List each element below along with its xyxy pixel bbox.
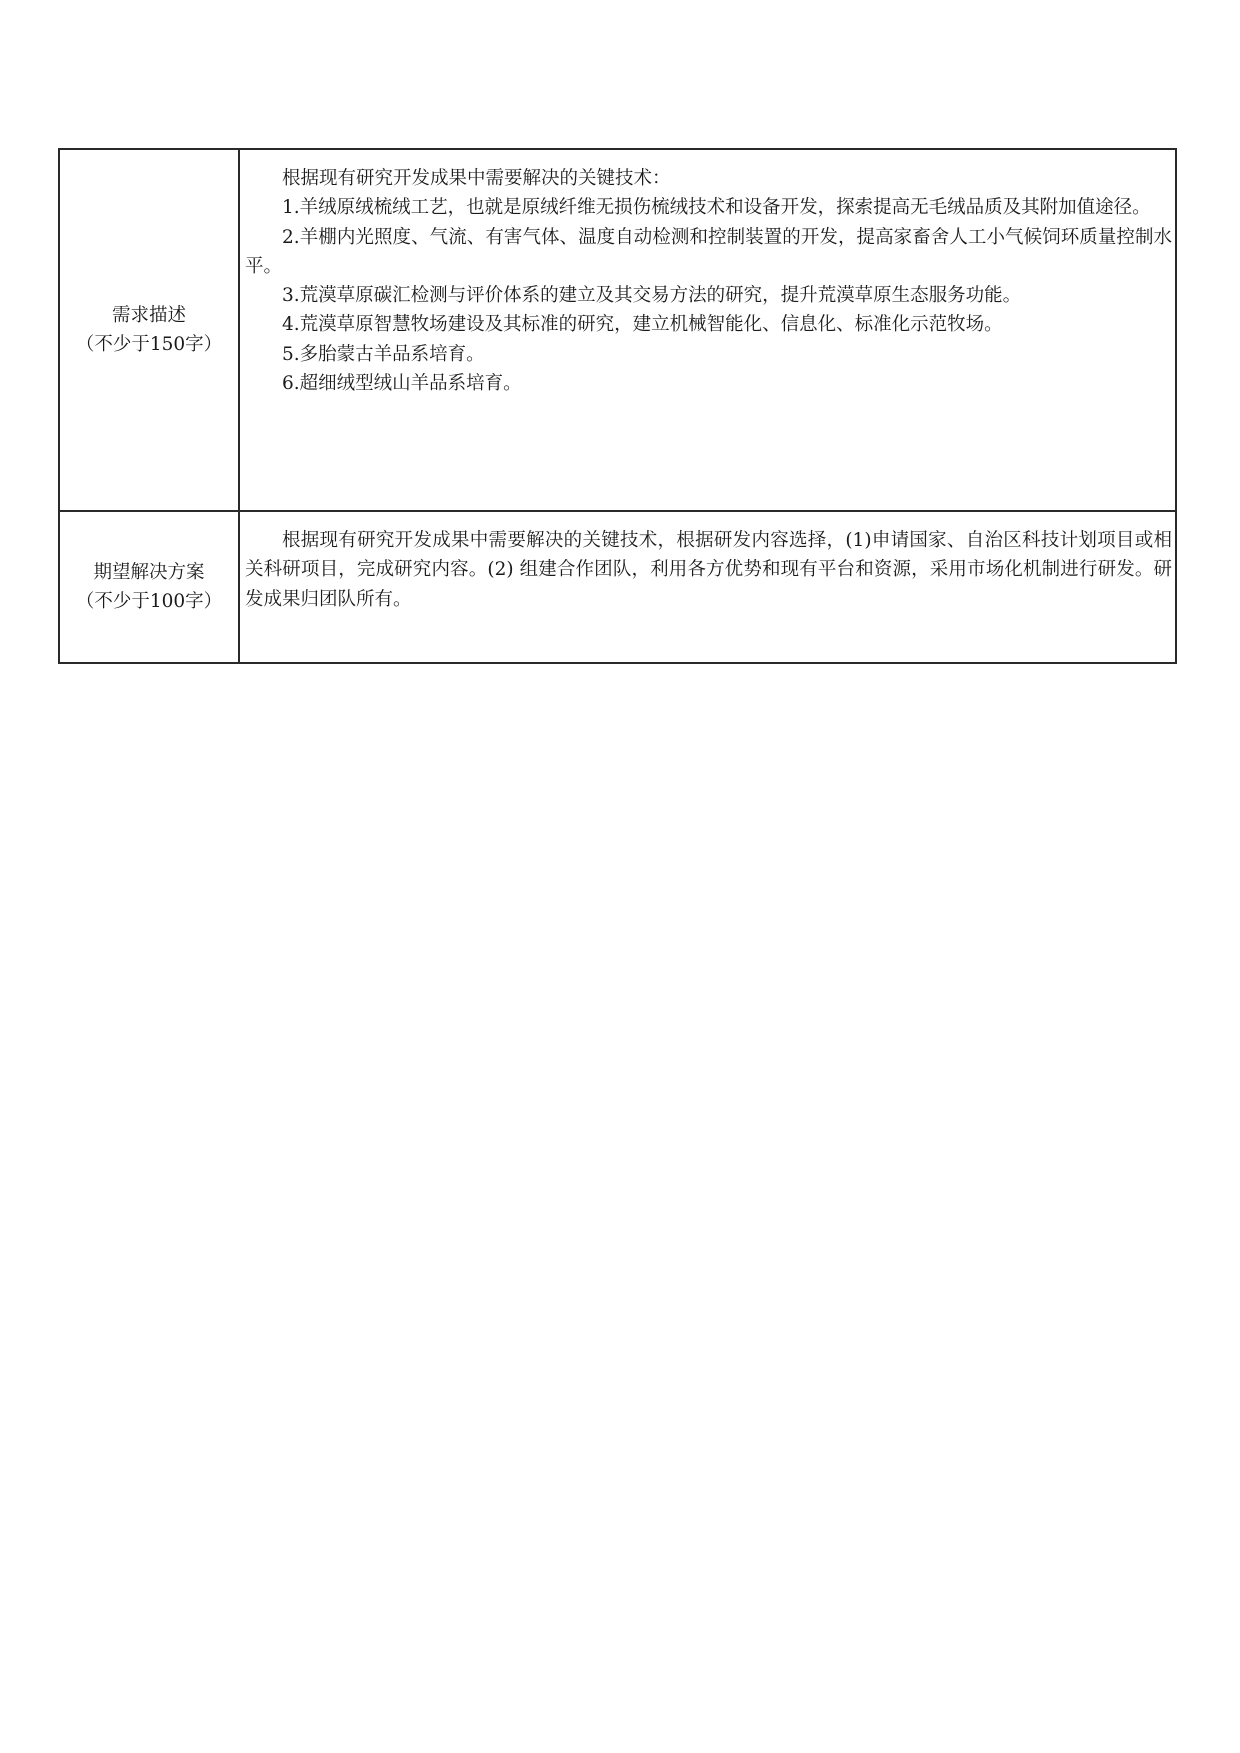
demand-label-cell [59, 149, 239, 511]
solution-label: 期望解决方案 [93, 561, 205, 583]
solution-sublabel: （不少于100字） [75, 591, 223, 612]
demand-item: 1.羊绒原绒梳绒工艺，也就是原绒纤维无损伤梳绒技术和设备开发，探索提高无毛绒品质及其附加值途径。 [282, 197, 1151, 219]
demand-row [59, 149, 1176, 511]
demand-item: 6.超细绒型绒山羊品系培育。 [282, 373, 522, 395]
solution-row [59, 511, 1176, 663]
solution-label-cell [59, 511, 239, 663]
demand-item: 5.多胎蒙古羊品系培育。 [282, 343, 485, 365]
demand-content-cell [239, 149, 1176, 511]
demand-item: 3.荒漠草原碳汇检测与评价体系的建立及其交易方法的研究，提升荒漠草原生态服务功能。 [282, 285, 1022, 307]
solution-content-cell [239, 511, 1176, 663]
solution-text: 根据现有研究开发成果中需要解决的关键技术，根据研发内容选择，(1)申请国家、自治区科技计划项目或相关科研项目，完成研究内容。(2) 组建合作团队，利用各方优势和现有平台和资源，采用市场化机制进行研发。研发成果归团队所有。 [245, 530, 1172, 610]
demand-label: 需求描述 [111, 304, 186, 326]
demand-item: 4.荒漠草原智慧牧场建设及其标准的研究，建立机械智能化、信息化、标准化示范牧场。 [282, 314, 1003, 336]
demand-sublabel: （不少于150字） [75, 334, 223, 355]
demand-item: 2.羊棚内光照度、气流、有害气体、温度自动检测和控制装置的开发，提高家畜舍人工小气候饲环质量控制水平。 [245, 226, 1172, 277]
requirement-form-table [58, 148, 1177, 664]
demand-intro: 根据现有研究开发成果中需要解决的关键技术： [282, 168, 671, 189]
